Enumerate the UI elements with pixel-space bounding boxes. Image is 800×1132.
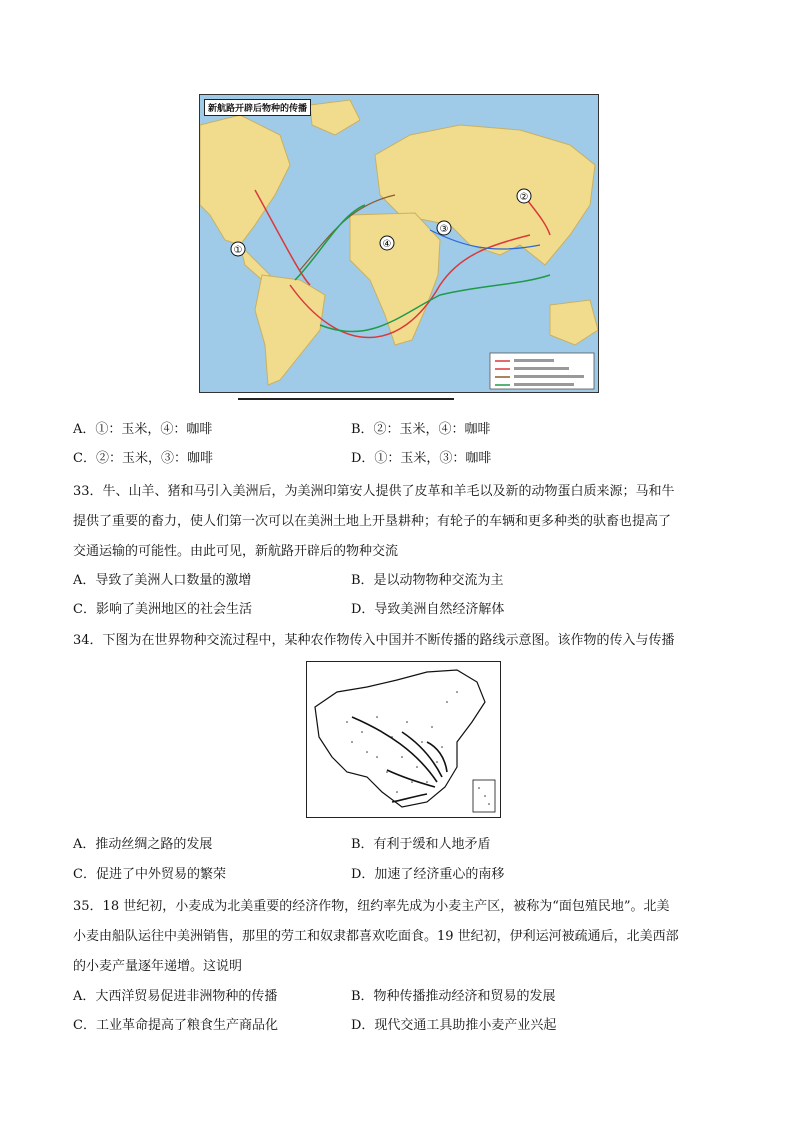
q32-option-a: A．①：玉米，④：咖啡 bbox=[73, 422, 213, 437]
q35-option-d: D．现代交通工具助推小麦产业兴起 bbox=[351, 1018, 557, 1033]
species-spread-map bbox=[199, 94, 599, 393]
figure-underline bbox=[238, 398, 454, 400]
q35-option-b: B．物种传播推动经济和贸易的发展 bbox=[351, 989, 556, 1004]
q35-stem-line-2: 小麦由船队运往中美洲销售，那里的劳工和奴隶都喜欢吃面食。19 世纪初，伊利运河被疏通后，北美西部 bbox=[73, 929, 679, 944]
q33-option-c: C．影响了美洲地区的社会生活 bbox=[73, 602, 252, 617]
q32-option-d: D．①：玉米，③：咖啡 bbox=[351, 451, 492, 466]
map-marker-2: ② bbox=[519, 192, 529, 203]
q35-option-a: A．大西洋贸易促进非洲物种的传播 bbox=[73, 989, 278, 1004]
q33-stem-line-3: 交通运输的可能性。由此可见，新航路开辟后的物种交流 bbox=[73, 544, 399, 559]
q33-stem-line-1: 33．牛、山羊、猪和马引入美洲后，为美洲印第安人提供了皮革和羊毛以及新的动物蛋白质来源；马和牛 bbox=[73, 484, 675, 499]
map-marker-1: ① bbox=[233, 245, 243, 256]
q34-option-c: C．促进了中外贸易的繁荣 bbox=[73, 867, 226, 882]
map-marker-4: ④ bbox=[382, 239, 392, 250]
q35-option-c: C．工业革命提高了粮食生产商品化 bbox=[73, 1018, 278, 1033]
q34-option-a: A．推动丝绸之路的发展 bbox=[73, 837, 213, 852]
q35-stem-line-1: 35．18 世纪初，小麦成为北美重要的经济作物，纽约率先成为小麦主产区，被称为“面包殖民地”。北美 bbox=[73, 899, 670, 914]
china-map-drawing bbox=[307, 662, 500, 817]
q32-option-c: C．②：玉米，③：咖啡 bbox=[73, 451, 213, 466]
world-map-drawing bbox=[200, 95, 598, 392]
q32-option-b: B．②：玉米，④：咖啡 bbox=[351, 422, 491, 437]
map-marker-3: ③ bbox=[439, 224, 449, 235]
q33-option-d: D．导致美洲自然经济解体 bbox=[351, 602, 505, 617]
map-title: 新航路开辟后物种的传播 bbox=[204, 99, 311, 116]
q33-option-a: A．导致了美洲人口数量的激增 bbox=[73, 573, 252, 588]
q34-stem-line-1: 34．下图为在世界物种交流过程中，某种农作物传入中国并不断传播的路线示意图。该作物的传入与传播 bbox=[73, 633, 675, 648]
q34-option-d: D．加速了经济重心的南移 bbox=[351, 867, 505, 882]
q33-stem-line-2: 提供了重要的畜力，使人们第一次可以在美洲土地上开垦耕种；有轮子的车辆和更多种类的驮畜也提高了 bbox=[73, 514, 672, 529]
q33-option-b: B．是以动物物种交流为主 bbox=[351, 573, 504, 588]
q35-stem-line-3: 的小麦产量逐年递增。这说明 bbox=[73, 959, 243, 974]
china-crop-spread-map bbox=[306, 661, 501, 818]
q34-option-b: B．有利于缓和人地矛盾 bbox=[351, 837, 491, 852]
